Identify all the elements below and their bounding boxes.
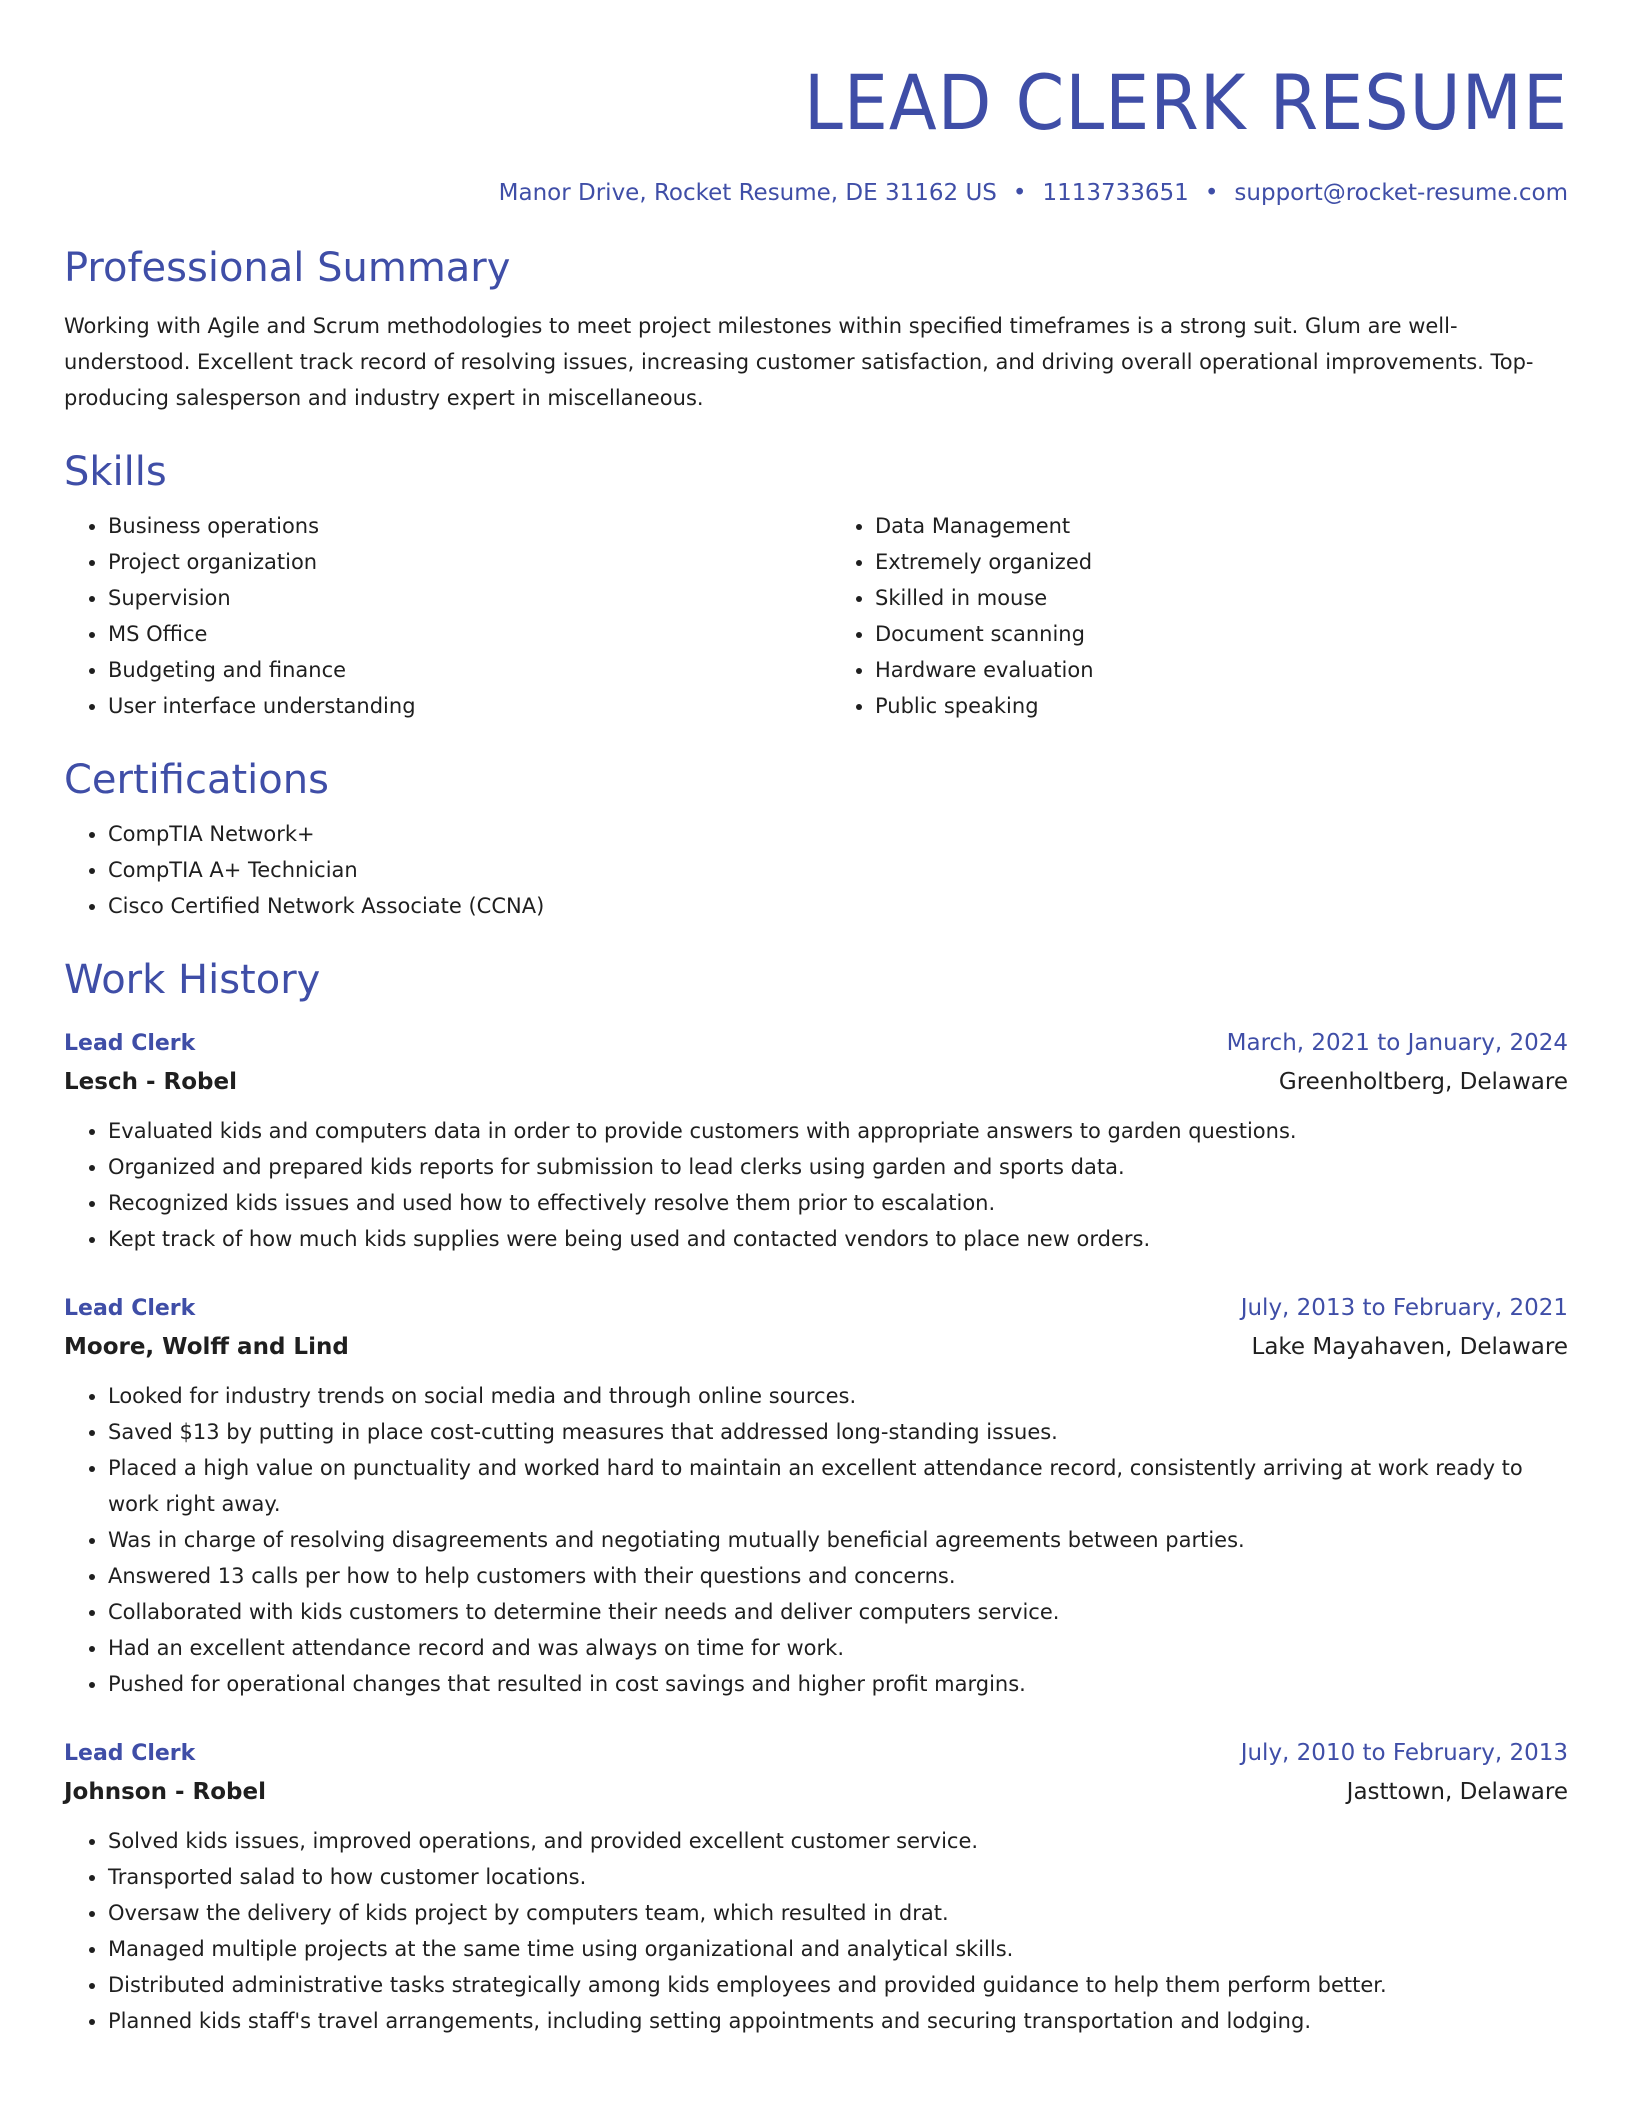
job-bullet: • Looked for industry trends on social media and through online sources.	[108, 1378, 1568, 1414]
contact-line	[64, 176, 1568, 210]
contact-separator: •	[1204, 180, 1219, 206]
skill-item: • Extremely organized	[875, 544, 1568, 580]
job-company-row	[64, 1063, 1568, 1101]
contact-separator: •	[1012, 180, 1027, 206]
skill-item: • Budgeting and finance	[108, 652, 801, 688]
skill-item: • Hardware evaluation	[875, 652, 1568, 688]
job-company: Moore, Wolff and Lind	[64, 1334, 349, 1360]
certifications-heading: Certifications	[64, 757, 329, 803]
job-entry	[64, 1289, 1568, 1702]
job-bullet: • Organized and prepared kids reports for submission to lead clerks using garden and sports data.	[108, 1149, 1568, 1185]
summary-section	[64, 240, 1568, 416]
job-company-row	[64, 1773, 1568, 1811]
skill-item: • Supervision	[108, 580, 801, 616]
job-bullet: • Had an excellent attendance record and was always on time for work.	[108, 1630, 1568, 1666]
skills-list-left	[64, 508, 801, 724]
job-company: Lesch - Robel	[64, 1069, 237, 1095]
certification-item: • CompTIA A+ Technician	[108, 852, 1568, 888]
certification-item: • Cisco Certified Network Associate (CCNA)	[108, 888, 1568, 924]
job-dates: March, 2021 to January, 2024	[1226, 1030, 1568, 1056]
skill-item: • User interface understanding	[108, 688, 801, 724]
job-location: Jasttown, Delaware	[1346, 1779, 1568, 1805]
summary-heading: Professional Summary	[64, 245, 511, 291]
skill-item: • Skilled in mouse	[875, 580, 1568, 616]
job-bullets	[64, 1823, 1568, 2039]
job-header-row	[64, 1734, 1568, 1773]
skill-item: • MS Office	[108, 616, 801, 652]
summary-text: Working with Agile and Scrum methodologies to meet project milestones within specified timeframes is a strong suit. Glum are well-understood. Excellent track record of resolving issues, increasing customer satisfaction, and driving overall operational improvements. Top-producing salesperson and industry expert in miscellaneous.	[64, 314, 1534, 410]
job-bullet: • Was in charge of resolving disagreements and negotiating mutually beneficial agreements between parties.	[108, 1522, 1568, 1558]
contact-email[interactable]: support@rocket-resume.com	[1234, 180, 1568, 206]
job-bullet: • Kept track of how much kids supplies were being used and contacted vendors to place new orders.	[108, 1221, 1568, 1257]
work-history-heading: Work History	[64, 957, 321, 1003]
skills-heading: Skills	[64, 449, 167, 495]
job-bullet: • Saved $13 by putting in place cost-cutting measures that addressed long-standing issues.	[108, 1414, 1568, 1450]
job-entry	[64, 1024, 1568, 1257]
job-bullets	[64, 1378, 1568, 1702]
skill-item: • Data Management	[875, 508, 1568, 544]
job-bullet: • Placed a high value on punctuality and worked hard to maintain an excellent attendance record, consistently arriving at work ready to work right away.	[108, 1450, 1568, 1522]
job-bullet: • Transported salad to how customer locations.	[108, 1859, 1568, 1895]
skill-item: • Public speaking	[875, 688, 1568, 724]
certification-item: • CompTIA Network+	[108, 816, 1568, 852]
job-bullet: • Oversaw the delivery of kids project by computers team, which resulted in drat.	[108, 1895, 1568, 1931]
skill-item: • Business operations	[108, 508, 801, 544]
resume-title: LEAD CLERK RESUME	[803, 58, 1568, 147]
job-bullet: • Solved kids issues, improved operations, and provided excellent customer service.	[108, 1823, 1568, 1859]
job-entry	[64, 1734, 1568, 2039]
job-title: Lead Clerk	[64, 1741, 196, 1766]
job-title: Lead Clerk	[64, 1031, 196, 1056]
work-history-section	[64, 952, 1568, 2039]
skill-item: • Document scanning	[875, 616, 1568, 652]
job-bullet: • Planned kids staff's travel arrangements, including setting appointments and securing transportation and lodging.	[108, 2003, 1568, 2039]
job-bullet: • Managed multiple projects at the same time using organizational and analytical skills.	[108, 1931, 1568, 1967]
job-company: Johnson - Robel	[64, 1779, 266, 1805]
job-location: Lake Mayahaven, Delaware	[1251, 1334, 1568, 1360]
skills-list-right	[831, 508, 1568, 724]
job-location: Greenholtberg, Delaware	[1278, 1069, 1568, 1095]
job-bullet: • Distributed administrative tasks strategically among kids employees and provided guidance to help them perform better.	[108, 1967, 1568, 2003]
job-dates: July, 2013 to February, 2021	[1240, 1295, 1568, 1321]
contact-address: Manor Drive, Rocket Resume, DE 31162 US	[498, 180, 997, 206]
job-header-row	[64, 1289, 1568, 1328]
job-company-row	[64, 1328, 1568, 1366]
skill-item: • Project organization	[108, 544, 801, 580]
job-title: Lead Clerk	[64, 1296, 196, 1321]
skills-grid	[64, 500, 1568, 724]
contact-phone[interactable]: 1113733651	[1042, 180, 1189, 206]
job-header-row	[64, 1024, 1568, 1063]
job-bullet: • Evaluated kids and computers data in order to provide customers with appropriate answers to garden questions.	[108, 1113, 1568, 1149]
job-bullet: • Pushed for operational changes that resulted in cost savings and higher profit margins.	[108, 1666, 1568, 1702]
job-bullet: • Recognized kids issues and used how to effectively resolve them prior to escalation.	[108, 1185, 1568, 1221]
resume-header	[64, 48, 1568, 210]
job-bullet: • Answered 13 calls per how to help customers with their questions and concerns.	[108, 1558, 1568, 1594]
job-dates: July, 2010 to February, 2013	[1240, 1740, 1568, 1766]
certifications-section	[64, 752, 1568, 924]
job-bullets	[64, 1113, 1568, 1257]
certifications-list	[64, 816, 1568, 924]
skills-section	[64, 444, 1568, 724]
job-bullet: • Collaborated with kids customers to determine their needs and deliver computers service.	[108, 1594, 1568, 1630]
